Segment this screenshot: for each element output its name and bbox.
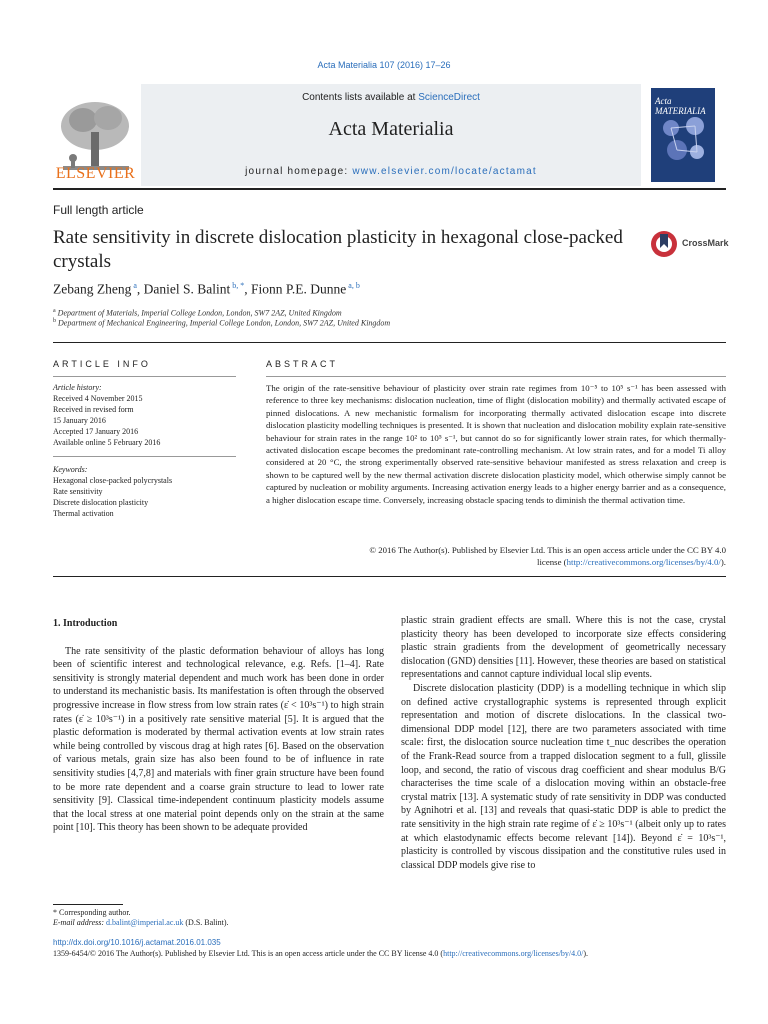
abstract-rule <box>266 376 726 377</box>
homepage-line <box>141 166 641 177</box>
author-marks[interactable]: a <box>133 281 137 290</box>
keyword: Discrete dislocation plasticity <box>53 498 149 507</box>
footnote-rule <box>53 904 123 905</box>
cover-title: Acta MATERIALIA <box>655 96 706 116</box>
contents-prefix: Contents lists available at <box>302 92 419 103</box>
footer-license: 1359-6454/© 2016 The Author(s). Published by Elsevier Ltd. This is an open access article under the CC BY license 4.0 (http://creativecommons.org/licenses/by/4.0/). <box>53 949 589 958</box>
journal-name: Acta Materialia <box>328 118 454 140</box>
section-title: 1. Introduction <box>53 618 118 629</box>
body-paragraph: The rate sensitivity of the plastic deformation behaviour of alloys has long been of scientific interest and technological relevance, e.g. Refs. [1–4]. Rate sensitivity is strongly material dependent and much work has been done in order to understand its mechanistic basis. Its manifestation is often through the observed progressive increase in flow stress from low strain rates (ε̇ < 10³s⁻¹) to high strain rates (ε̇ ≥ 10³s⁻¹) in a positively rate sensitive material [5]. It is argued that the plastic deformation is moderated by thermal activation events at low strain rates while being controlled by viscous drag at high rates [6]. Based on the observation of various metals, grain size has also been found to be of influence in rate sensitivity studies [4,7,8] and materials with finer grain structure have been found to be more rate dependent and a coarse grain structure to lead to lower rate sensitivity [9]. Classical time-independent continuum plasticity models assume that the local stress at one material point depends only on the strain at the same point [10]. This theory has been shown to be adequate provided <box>53 645 384 834</box>
author-marks[interactable]: b, * <box>232 281 245 290</box>
body-right-column <box>401 614 726 872</box>
doi-link[interactable]: http://dx.doi.org/10.1016/j.actamat.2016.01.035 <box>53 938 221 947</box>
journal-cover-image[interactable] <box>651 88 715 182</box>
author-name[interactable]: Zebang Zheng <box>53 281 132 297</box>
sciencedirect-link[interactable]: ScienceDirect <box>418 92 480 103</box>
abstract-text: The origin of the rate-sensitive behaviour of plasticity over strain rate regimes from 10⁻⁵ to 10⁵ s⁻¹ has been assessed with reference to three key mechanisms: dislocation nucleation, time of flight (dislocation mobility) and thermally activated escape of pinned dislocations. A new mechanistic formalism for incorporating thermally activated dislocation escape into discrete dislocation plasticity modelling techniques is presented. It is shown that nucleation and dislocation mobility explain rate-sensitive behaviour for strain rates in the range 10² to 10⁵ s⁻¹, but cannot do so for significantly lower strain rates, for which thermally-activated dislocation escape becomes the predominant rate-controlling mechanism. At low strain rates, and for a model Ti alloy considered at 20 °C, the strong experimentally observed rate-sensitive behaviour manifested as stress relaxation and creep is shown to be captured well by the new thermal activation discrete dislocation plasticity model, which otherwise simply cannot be captured by nucleation or mobility arguments. Increasing activation energy leads to a higher energy barrier and as a consequence, a higher dislocation escape time. Conversely, increasing obstacle spacing tends to diminish the thermal activation time. <box>266 383 726 505</box>
author-name[interactable]: Daniel S. Balint <box>143 281 231 297</box>
author-marks[interactable]: a, b <box>348 281 360 290</box>
keywords-list <box>53 464 236 519</box>
keyword: Thermal activation <box>53 509 114 518</box>
email-link[interactable]: d.balint@imperial.ac.uk <box>106 918 184 927</box>
license-link[interactable]: http://creativecommons.org/licenses/by/4.0/ <box>566 557 721 568</box>
corresponding-author-note: * Corresponding author. <box>53 908 131 917</box>
homepage-prefix: journal homepage: <box>245 166 353 177</box>
crossmark-badge[interactable] <box>650 228 730 260</box>
body-paragraph: plastic strain gradient effects are small. Where this is not the case, crystal plasticity theory has been developed to incorporate size effects considering plastic strain gradients from the development of geometrically necessary dislocation (GND) densities [11]. However, these theories are based on statistical representations and cannot capture individual local slip events. <box>401 615 726 681</box>
history-label: Article history: <box>53 383 102 392</box>
abstract-heading: ABSTRACT <box>266 359 339 369</box>
copyright-line: license (http://creativecommons.org/licenses/by/4.0/). <box>537 557 726 568</box>
masthead <box>53 84 726 188</box>
info-rule <box>53 376 236 377</box>
info-rule <box>53 456 236 457</box>
crossmark-label: CrossMark <box>682 238 729 248</box>
elsevier-wordmark[interactable]: ELSEVIER <box>55 165 136 182</box>
body-paragraph: Discrete dislocation plasticity (DDP) is a modelling technique in which slip on defined active crystallographic systems is represented through explicit representation and motion of discrete dislocations. In the classical two-dimensional DDP model [12], there are two parameters associated with time scale: first, the dislocation source nucleation time t_nuc describes the operation of the Frank-Read source from a trapped dislocation segment to a full, glissile loop, and second, the ratio of viscous drag coefficient and shear modulus B/G characterises the time scale of a dislocation moving within an obstacle-free crystal matrix [13]. A systematic study of rate sensitivity in DDP was conducted by Agnihotri et al. [13] and reveals that quasi-static DDP is able to predict the rate sensitivity in the high strain rate regime of ε̇ ≥ 10³s⁻¹ (albeit only up to rates at which elastodynamic effects become relevant [14]). Beyond ε̇ = 10³s⁻¹, plasticity is controlled by viscous dissipation and the constitutive rules used in classical DDP models give rise to <box>401 682 726 871</box>
keyword: Rate sensitivity <box>53 487 103 496</box>
cover-graphic-icon <box>651 88 715 182</box>
journal-citation[interactable]: Acta Materialia 107 (2016) 17–26 <box>317 60 451 70</box>
author-name[interactable]: Fionn P.E. Dunne <box>251 281 347 297</box>
affiliation-a: $^a$ Department of Materials, Imperial College London, London, SW7 2AZ, United Kingdom <box>53 308 342 318</box>
history-item: 15 January 2016 <box>53 416 106 425</box>
history-item: Accepted 17 January 2016 <box>53 427 139 436</box>
footer-license-link[interactable]: http://creativecommons.org/licenses/by/4.0/ <box>443 949 584 958</box>
history-item: Available online 5 February 2016 <box>53 438 161 447</box>
abstract-copyright <box>266 544 726 569</box>
keywords-label: Keywords: <box>53 465 88 474</box>
copyright-line: © 2016 The Author(s). Published by Elsevier Ltd. This is an open access article under the CC BY 4.0 <box>369 545 726 555</box>
section-divider <box>53 342 726 343</box>
history-item: Received in revised form <box>53 405 134 414</box>
homepage-link[interactable]: www.elsevier.com/locate/actamat <box>352 166 537 177</box>
author-list: Zebang Zheng $^a$, Daniel S. Balint $^{b, *}$, Fionn P.E. Dunne $^{a, b}$ <box>53 281 360 297</box>
article-history <box>53 382 236 448</box>
abstract-end-rule <box>53 576 726 577</box>
crossmark-icon <box>650 230 678 258</box>
masthead-banner <box>141 84 641 186</box>
article-title: Rate sensitivity in discrete dislocation plasticity in hexagonal close-packed crystals <box>53 227 623 272</box>
affiliation-b: $^b$ Department of Mechanical Engineering, Imperial College London, London, SW7 2AZ, United Kingdom <box>53 318 391 328</box>
article-type: Full length article <box>53 203 144 217</box>
body-left-column <box>53 617 384 835</box>
email-note: E-mail address: d.balint@imperial.ac.uk (D.S. Balint). <box>53 918 229 927</box>
keyword: Hexagonal close-packed polycrystals <box>53 476 173 485</box>
masthead-rule <box>53 188 726 190</box>
contents-line <box>141 92 641 103</box>
history-item: Received 4 November 2015 <box>53 394 143 403</box>
article-info-heading: ARTICLE INFO <box>53 359 151 369</box>
